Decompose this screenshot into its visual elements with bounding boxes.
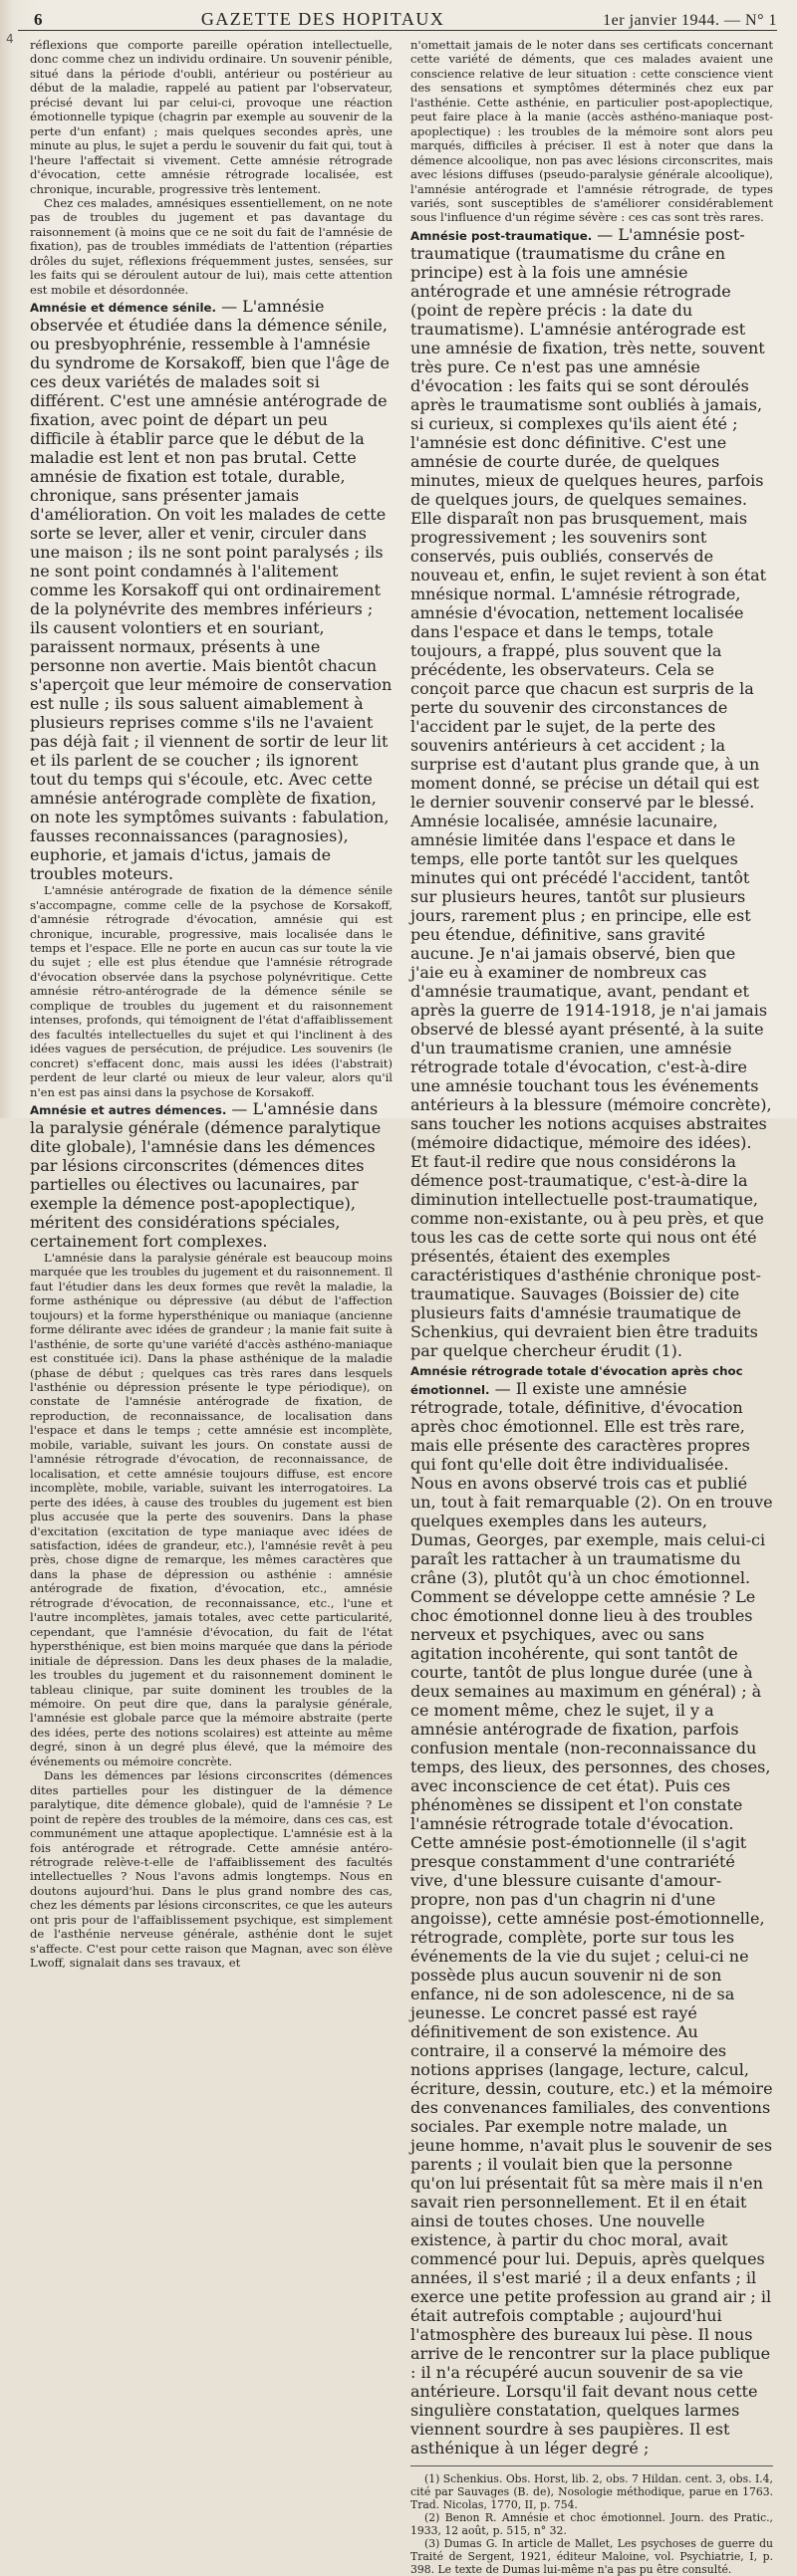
section-heading: Amnésie et autres démences. (30, 1102, 227, 1117)
right-column (410, 38, 773, 2576)
article-columns (30, 38, 773, 2576)
footnote: (2) Benon R. Amnésie et choc émotionnel. Journ. des Pratic., 1933, 12 août, p. 515, n° 32. (410, 2510, 773, 2537)
paragraph: Dans les démences par lésions circonscrites (démences dites partielles pour les distinguer de la démence paralytique, dite démence globale), quid de l'amnésie ? Le point de repère des troubles de la mémoire, dans ces cas, est communément une attaque apoplectique. L'amnésie est à la fois antérograde et rétrograde. Cette amnésie antéro-rétrograde relève-t-elle de l'affaiblissement des facultés intellectuelles ? Nous l'avons admis longtemps. Nous en doutons aujourd'hui. Dans le plus grand nombre des cas, chez les déments par lésions circonscrites, ce que les auteurs ont pris pour de l'affaiblissement psychique, est simplement de l'asthénie nerveuse générale, asthénie dont le sujet s'affecte. C'est pour cette raison que Magnan, avec son élève Lwoff, signalait dans ses travaux, et (30, 1768, 393, 1971)
paragraph: L'amnésie antérograde de fixation de la démence sénile s'accompagne, comme celle de la psychose de Korsakoff, d'amnésie rétrograde d'évocation, amnésie qui est chronique, incurable, progressive, mais localisée dans le temps et l'espace. Elle ne porte en aucun cas sur toute la vie du sujet ; elle est plus étendue que l'amnésie rétrograde d'évocation observée dans la psychose polynévritique. Cette amnésie rétro-antérograde de la démence sénile se complique de troubles du jugement et du raisonnement intenses, profonds, qui témoignent de l'état d'affaiblissement des facultés intellectuelles du sujet et qui l'inclinent à des idées vagues de persécution, de préjudice. Les souvenirs (le concret) s'effacent donc, mais aussi les idées (l'abstrait) perdent de leur clarté ou mieux de leur valeur, alors qu'il n'en est pas ainsi dans la psychose de Korsakoff. (30, 883, 393, 1099)
page-number: 6 (34, 10, 43, 29)
section-heading: Amnésie post-traumatique. (410, 228, 593, 243)
paragraph: — L'amnésie dans la paralysie générale (démence paralytique dite globale), l'amnésie dans les démences par lésions circonscrites (démences dites partielles ou électives ou lacunaires, par exemple la démence post-apoplectique), méritent des considérations spéciales, certainement fort complexes. (30, 1098, 382, 1251)
issue-date: 1er janvier 1944. — N° 1 (603, 12, 777, 29)
paragraph: — Il existe une amnésie rétrograde, totale, définitive, d'évocation après choc émotionnel. Elle est très rare, mais elle présente des caractères propres qui font qu'elle doit être individualisée. Nous en avons observé trois cas et publié un, tout à fait remarquable (2). On en trouve quelques exemples dans les auteurs, Dumas, Georges, par exemple, mais celui-ci paraît les rattacher à un traumatisme du crâne (3), plutôt qu'à un choc émotionnel. Comment se développe cette amnésie ? Le choc émotionnel donne lieu à des troubles nerveux et psychiques, avec ou sans agitation incohérente, qui sont tantôt de courte, tantôt de plus longue durée (une à deux semaines au maximum en général) ; à ce moment même, chez le sujet, il y a amnésie antérograde de fixation, parfois confusion mentale (non-reconnaissance du temps, des lieux, des personnes, des choses, avec inconscience de cet état). Puis ces phénomènes se dissipent et l'on constate l'amnésie rétrograde totale d'évocation. Cette amnésie post-émotionnelle (il s'agit presque constamment d'une contrariété vive, d'une blessure cuisante d'amour-propre, non pas d'un chagrin ni d'une angoisse), cette amnésie post-émotionnelle, rétrograde, complète, porte sur tous les événements de la vie du sujet ; celui-ci ne possède plus aucun souvenir ni de son enfance, ni de son adolescence, ni de sa jeunesse. Le concret passé est rayé définitivement de son existence. Au contraire, il a conservé la mémoire des notions apprises (langage, lecture, calcul, écriture, dessin, couture, etc.) et la mémoire des convenances familiales, des conventions sociales. Par exemple notre malade, un jeune homme, n'avait plus le souvenir de ses parents ; il voulait bien que la personne qu'on lui présentait fût sa mère mais il n'en savait rien personnellement. Et il en était ainsi de toutes choses. Une nouvelle existence, à partir du choc moral, avait commencé pour lui. Depuis, après quelques années, il s'est marié ; il a deux enfants ; il exerce une petite profession au grand air ; il était autrefois comptable ; aujourd'hui l'atmosphère des bureaux lui pèse. Il nous arrive de le rencontrer sur la place publique : il n'a récupéré aucun souvenir de sa vie antérieure. Lorsqu'il fait devant nous cette singulière constatation, quelques larmes viennent sourdre à ses paupières. Il est asthénique à un léger degré ; (410, 1378, 773, 2458)
section-heading: Amnésie et démence sénile. (30, 301, 216, 316)
paragraph: n'omettait jamais de le noter dans ses certificats concernant cette variété de déments, que ces malades avaient une conscience relative de leur situation : cette conscience vient des sensations et symptômes déterminés chez eux par l'asthénie. Cette asthénie, en particulier post-apoplectique, peut faire place à la manie (accès asthéno-maniaque post-apoplectique) : les troubles de la mémoire sont alors peu marqués, difficiles à préciser. Il est à noter que dans la démence alcoolique, non pas avec lésions circonscrites, mais avec lésions diffuses (pseudo-paralysie générale alcoolique), l'amnésie antérograde et l'amnésie rétrograde, de types variés, sont susceptibles de s'améliorer considérablement sous l'influence d'un régime sévère : ces cas sont très rares. (410, 38, 773, 225)
paragraph: L'amnésie dans la paralysie générale est beaucoup moins marquée que les troubles du jugement et du raisonnement. Il faut l'étudier dans les deux formes que revêt la maladie, la forme asthénique ou dépressive (au début de l'affection toujours) et la forme hypersthénique ou maniaque (ancienne forme délirante avec idées de grandeur ; la manie fait suite à l'asthénie, de sorte qu'une variété d'accès asthéno-maniaque est constituée ici). Dans la phase asthénique de la maladie (phase de début ; quelques cas très rares dans lesquels l'asthénie ou dépression présente le type périodique), on constate de l'amnésie antérograde de fixation, de reproduction, de reconnaissance, de localisation dans l'espace et dans le temps ; cette amnésie est incomplète, mobile, variable, suivant les jours. On constate aussi de l'amnésie rétrograde d'évocation, de reconnaissance, de localisation, et cette amnésie toujours diffuse, est encore incomplète, mobile, variable, suivant les interrogatoires. La perte des idées, à cause des troubles du jugement est bien plus accusée que la perte des souvenirs. Dans la phase d'excitation (excitation de type maniaque avec idées de satisfaction, idées de grandeur, etc.), l'amnésie revêt à peu près, chose digne de remarque, les mêmes caractères que dans la phase de dépression ou asthénie : amnésie antérograde de fixation, d'évocation, etc., amnésie rétrograde d'évocation, de reconnaissance, etc., l'une et l'autre incomplètes, jamais totales, avec cette particularité, cependant, que l'amnésie d'évocation, du fait de l'état hypersthénique, est bien moins marquée que dans la période initiale de dépression. Dans les deux phases de la maladie, les troubles du jugement et du raisonnement dominent le tableau clinique, par suite dominent les troubles de la mémoire. On peut dire que, dans la paralysie générale, l'amnésie est globale parce que la mémoire abstraite (perte des idées, perte des notions scolaires) est atteinte au même degré, sinon à un degré plus élevé, que la mémoire des événements ou mémoire concrète. (30, 1250, 393, 1768)
paragraph: — L'amnésie observée et étudiée dans la démence sénile, ou presbyophrénie, ressemble à l'amnésie du syndrome de Korsakoff, bien que l'âge de ces deux variétés de malades soit si différent. C'est une amnésie antérograde de fixation, avec point de départ un peu difficile à établir parce que le début de la maladie est lent et non pas brutal. Cette amnésie de fixation est totale, durable, chronique, sans présenter jamais d'amélioration. On voit les malades de cette sorte se lever, aller et venir, circuler dans une maison ; ils ne sont point paralysés ; ils ne sont point condamnés à l'alitement comme les Korsakoff qui ont ordinairement de la polynévrite des membres inférieurs ; ils causent volontiers et en souriant, paraissent normaux, présents à une personne non avertie. Mais bientôt chacun s'aperçoit que leur mémoire de conservation est nulle ; ils sous saluent aimablement à plusieurs reprises comme s'ils ne l'avaient pas déjà fait ; il viennent de sortir de leur lit et ils parlent de se coucher ; ils ignorent tout du temps qui s'écoule, etc. Avec cette amnésie antérograde complète de fixation, on note les symptômes suivants : fabulation, fausses reconnaissances (paragnosies), euphorie, et jamais d'ictus, jamais de troubles moteurs. (30, 297, 393, 884)
paragraph: réflexions que comporte pareille opération intellectuelle, donc comme chez un individu ordinaire. Un souvenir pénible, situé dans la période d'oubli, antérieur ou postérieur au début de la maladie, rappelé au patient par l'observateur, précisé devant lui par celui-ci, provoque une réaction émotionnelle typique (chagrin par exemple au souvenir de la perte d'un enfant) ; mais quelques secondes après, une minute au plus, le sujet a perdu le souvenir du fait qui, tout à l'heure l'affectait si vivement. Cette amnésie rétrograde d'évocation, cette amnésie rétrograde localisée, est chronique, incurable, progressive très lentement. (30, 38, 393, 196)
journal-title: GAZETTE DES HOPITAUX (200, 9, 445, 29)
section-heading: Amnésie rétrograde totale d'évocation après choc émotionnel. (410, 1363, 743, 1397)
footnote: (3) Dumas G. In article de Mallet, Les psychoses de guerre du Traité de Sergent, 1921, éditeur Maloine, vol. Psychiatrie, I, p. 398. Le texte de Dumas lui-même n'a pas pu être consulté. (410, 2536, 773, 2576)
footnotes (410, 2465, 773, 2576)
paragraph: — L'amnésie post-traumatique (traumatisme du crâne en principe) est à la fois une amnésie antérograde et une amnésie rétrograde (point de repère précis : la date du traumatisme). L'amnésie antérograde est une amnésie de fixation, très nette, souvent très pure. Ce n'est pas une amnésie d'évocation : les faits qui se sont déroulés après le traumatisme sont oubliés à jamais, si curieux, si complexes qu'ils aient été ; l'amnésie est donc définitive. C'est une amnésie de courte durée, de quelques minutes, mieux de quelques heures, parfois de quelques jours, de quelques semaines. Elle disparaît non pas brusquement, mais progressivement ; les souvenirs sont conservés, puis oubliés, conservés de nouveau et, enfin, le sujet revient à son état mnésique normal. L'amnésie rétrograde, amnésie d'évocation, nettement localisée dans l'espace et dans le temps, totale toujours, a frappé, plus souvent que la précédente, les observateurs. Cela se conçoit parce que chacun est surpris de la perte du souvenir des circonstances de l'accident par le sujet, de la perte des souvenirs antérieurs à cet accident ; la surprise est d'autant plus grande que, à un moment donné, se précise un détail qui est le dernier souvenir conservé par le blessé. Amnésie localisée, amnésie lacunaire, amnésie limitée dans l'espace et dans le temps, elle porte tantôt sur les quelques minutes qui ont précédé l'accident, tantôt sur plusieurs heures, tantôt sur plusieurs jours, rarement plus ; en principe, elle est peu étendue, définitive, sans gravité aucune. Je n'ai jamais observé, bien que j'aie eu à examiner de nombreux cas d'amnésie traumatique, avant, pendant et après la guerre de 1914-1918, je n'ai jamais observé de blessé ayant présenté, à la suite d'un traumatisme cranien, une amnésie rétrograde totale d'évocation, c'est-à-dire une amnésie touchant tous les événements antérieurs à la blessure (mémoire concrète), sans toucher les notions acquises abstraites (mémoire didactique, mémoire des idées). Et faut-il redire que nous considérons la démence post-traumatique, c'est-à-dire la diminution intellectuelle post-traumatique, comme non-existante, ou à peu près, et que tous les cas de cette sorte qui nous ont été présentés, étaient des exemples caractéristiques d'asthénie chronique post-traumatique. Sauvages (Boissier de) cite plusieurs faits d'amnésie traumatique de Schenkius, qui devraient bien être traduits par quelque chercheur érudit (1). (410, 224, 772, 1360)
running-header (18, 4, 777, 31)
left-column (30, 38, 393, 1971)
paragraph: Chez ces malades, amnésiques essentiellement, on ne note pas de troubles du jugement et pas davantage du raisonnement (à moins que ce ne soit du fait de l'amnésie de fixation), pas de troubles immédiats de l'attention (réparties drôles du sujet, réflexions fréquemment justes, sensées, sur les faits qui se déroulent autour de lui), mais cette attention est mobile et désordonnée. (30, 195, 393, 297)
footnote: (1) Schenkius. Obs. Horst, lib. 2, obs. 7 Hildan. cent. 3, obs. I.4, cité par Sauvages (B. de), Nosologie méthodique, parue en 1763. Trad. Nicolas, 1770, II, p. 754. (410, 2471, 773, 2511)
margin-mark: 4 (6, 32, 14, 46)
